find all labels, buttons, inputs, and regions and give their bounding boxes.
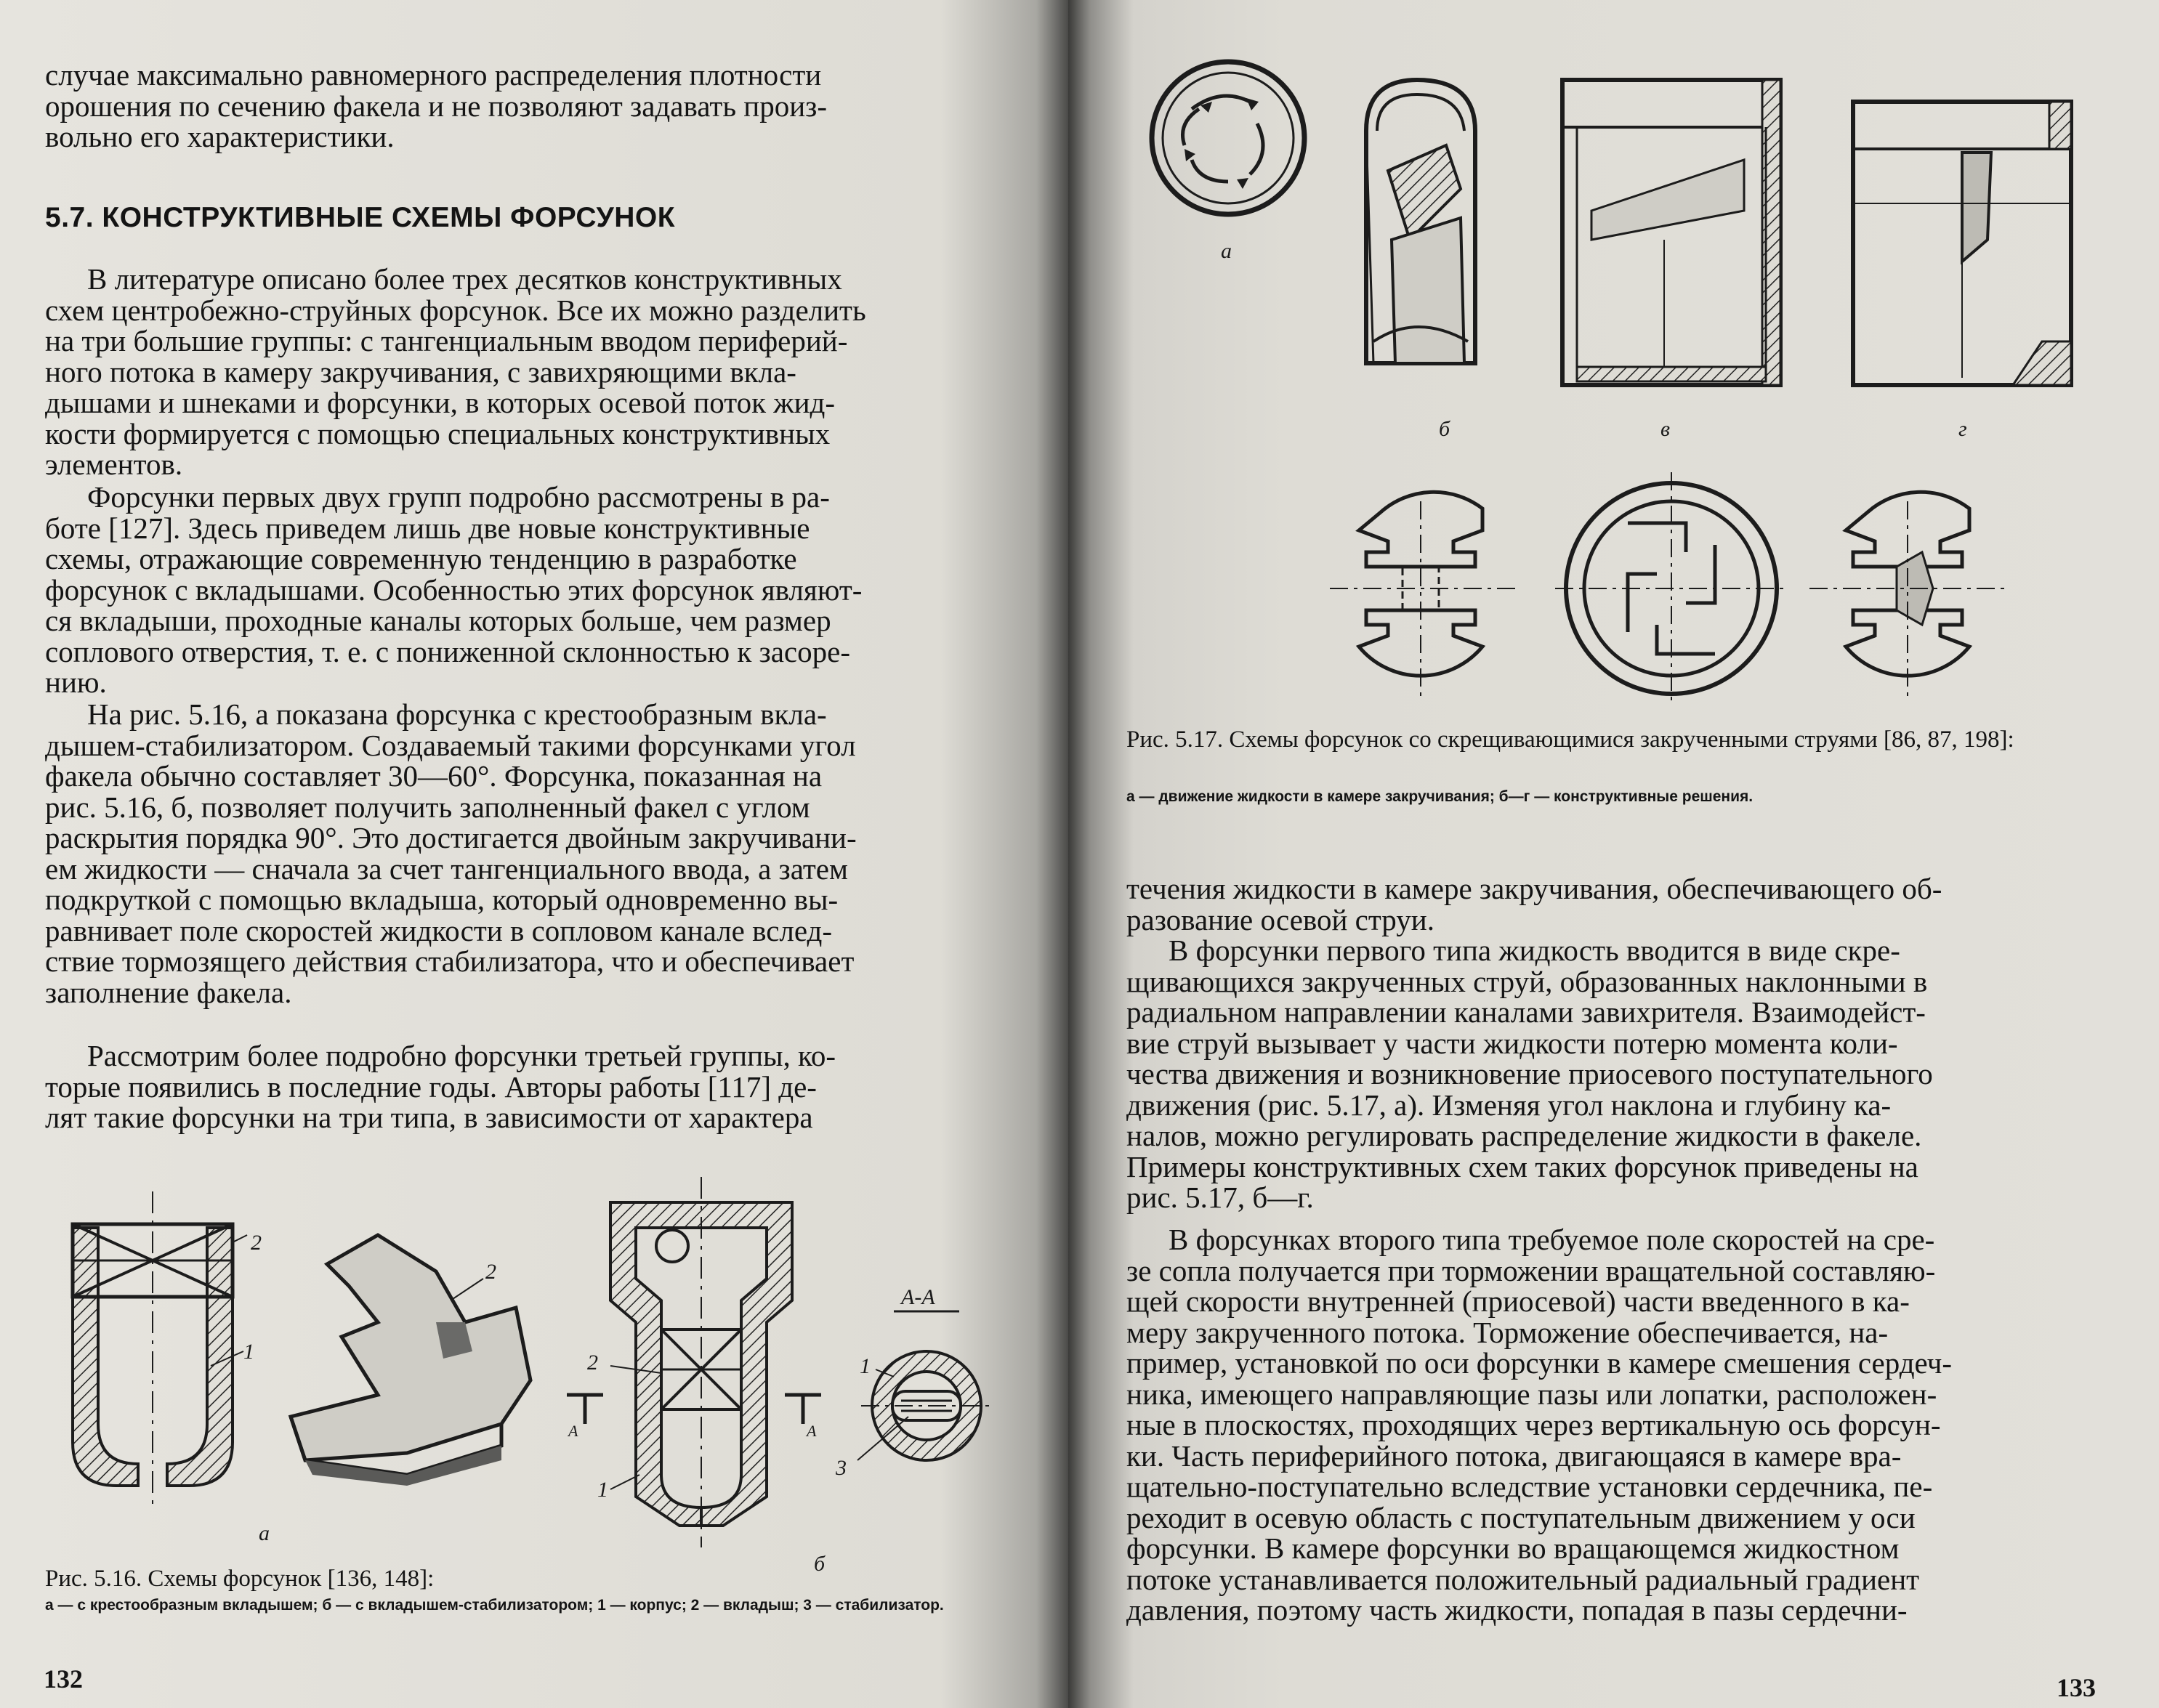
text-line: ем жидкости — сначала за счет тангенциального ввода, а затем (45, 851, 848, 886)
text-line: В форсунках второго типа требуемое поле скоростей на сре- (1169, 1223, 1935, 1256)
plan-view-v-drawing (1555, 472, 1788, 705)
label-2-insert: 2 (485, 1260, 496, 1284)
text-line: орошения по сечению факела и не позволяют задавать произ- (45, 89, 828, 123)
text-line: налов, можно регулировать распределение жидкости в факеле. (1126, 1119, 1922, 1152)
text-line: форсунки. В камере форсунки во вращающемся жидкостном (1126, 1531, 1900, 1565)
text-line: давления, поэтому часть жидкости, попадая в пазы сердечни- (1126, 1593, 1908, 1627)
label-1-section: 1 (860, 1354, 871, 1378)
figure-5-17-legend: а — движение жидкости в камере закручивания; б—г — конструктивные решения. (1126, 788, 1754, 805)
text-line: дышами и шнеками и форсунки, в которых осевой поток жид- (45, 386, 836, 419)
text-line: разование осевой струи. (1126, 902, 1434, 936)
text-line: факела обычно составляет 30—60°. Форсунка, показанная на (45, 759, 823, 793)
text-line: ся вкладыши, проходные каналы которых больше, чем размер (45, 604, 831, 637)
figure-5-16 (0, 0, 1068, 1708)
text-line: реходит в осевую область с поступательным движением у оси (1126, 1500, 1916, 1534)
paragraph-2-right (1126, 935, 2115, 1213)
section-view-drawing (857, 1311, 992, 1460)
label-1: 1 (243, 1340, 254, 1364)
text-line: схемы, отражающие современную тенденцию в разработке (45, 542, 797, 575)
label-1-b: 1 (597, 1478, 608, 1502)
text-line: чества движения и возникновение приосевого поступательного (1126, 1057, 1933, 1090)
text-line: лят такие форсунки на три типа, в зависимости от характера (45, 1101, 813, 1134)
text-line: щей скорости внутренней (приосевой) части введенного в ка- (1126, 1284, 1910, 1318)
nozzle-b-517-drawing (1366, 80, 1475, 363)
text-line: радиальном направлении каналами завихрителя. Взаимодейст- (1126, 995, 1926, 1029)
paragraph-1-right (1126, 873, 2115, 935)
figure-5-17-caption: Рис. 5.17. Схемы форсунок со скрещивающимися закрученными струями [86, 87, 198]: (1126, 726, 2014, 753)
text-line: В форсунки первого типа жидкость вводится в виде скре- (1169, 934, 1900, 967)
text-line: течения жидкости в камере закручивания, обеспечивающего об- (1126, 872, 1942, 905)
page-number-left: 132 (44, 1664, 83, 1693)
text-line: раскрытия порядка 90°. Это достигается двойным закручивани- (45, 821, 857, 854)
label-g: г (1958, 417, 1967, 441)
text-line: ствие тормозящего действия стабилизатора, что и обеспечивает (45, 944, 855, 978)
text-line: движения (рис. 5.17, а). Изменяя угол наклона и глубину ка- (1126, 1088, 1892, 1122)
text-line: соплового отверстия, т. е. с пониженной склонностью к засоре- (45, 634, 850, 668)
label-a-517: а (1221, 239, 1232, 263)
text-line: ные в плоскостях, проходящих через вертикальную ось форсун- (1126, 1408, 1941, 1441)
text-line: боте [127]. Здесь приведем лишь две новые конструктивные (45, 511, 810, 545)
text-line: меру закрученного потока. Торможение обеспечивается, на- (1126, 1315, 1889, 1349)
label-section-aa: А-А (901, 1285, 935, 1309)
figure-5-17 (1068, 0, 2159, 835)
text-line: нию. (45, 665, 107, 699)
text-line: ного потока в камеру закручивания, с завихряющими вкла- (45, 355, 796, 389)
text-line: дышем-стабилизатором. Создаваемый такими форсунками угол (45, 728, 856, 762)
nozzle-a-drawing (73, 1191, 247, 1511)
text-line: зе сопла получается при торможении вращательной составляю- (1126, 1253, 1936, 1287)
label-v: в (1660, 417, 1671, 441)
text-line: кости формируется с помощью специальных конструктивных (45, 416, 831, 450)
paragraph-3-right (1126, 1224, 2115, 1626)
text-line: щательно-поступательно вследствие установки сердечника, пе- (1126, 1470, 1933, 1503)
label-2: 2 (251, 1231, 262, 1255)
text-line: схем центробежно-струйных форсунок. Все их можно разделить (45, 293, 866, 327)
figure-5-16-caption: Рис. 5.16. Схемы форсунок [136, 148]: (45, 1566, 435, 1592)
text-line: потоке устанавливается положительный радиальный градиент (1126, 1562, 1920, 1596)
text-line: Примеры конструктивных схем таких форсунок приведены на (1126, 1149, 1918, 1183)
text-line: вольно его характеристики. (45, 120, 395, 153)
text-line: щивающихся закрученных струй, образованных наклонными в (1126, 964, 1928, 998)
swirl-chamber-drawing (1152, 62, 1304, 214)
text-line: подкруткой с помощью вкладыша, который одновременно вы- (45, 883, 839, 916)
nozzle-v-drawing (1562, 80, 1780, 385)
label-A-left: А (568, 1422, 578, 1440)
nozzle-g-drawing (1853, 102, 2071, 385)
left-page (0, 0, 1068, 1708)
text-line: торые появились в последние годы. Авторы работы [117] де- (45, 1069, 817, 1104)
plan-view-b-drawing (1330, 492, 1519, 697)
page-number-right: 133 (2057, 1673, 2096, 1702)
label-A-right: А (807, 1422, 817, 1440)
text-line: В литературе описано более трех десятков конструктивных (87, 262, 842, 296)
text-line: ки. Часть периферийного потока, двигающаяся в камере вра- (1126, 1438, 1902, 1473)
text-line: на три большие группы: с тангенциальным вводом периферий- (45, 324, 848, 357)
label-b-517: б (1439, 417, 1450, 441)
text-line: ника, имеющего направляющие пазы или лопатки, расположен- (1126, 1377, 1937, 1411)
text-line: элементов. (45, 448, 183, 481)
text-line: форсунок с вкладышами. Особенностью этих форсунок являют- (45, 572, 863, 607)
text-line: случае максимально равномерного распределения плотности (45, 58, 822, 92)
figure-5-16-legend: а — с крестообразным вкладышем; б — с вкладышем-стабилизатором; 1 — корпус; 2 — вкладыш; 3 — стабилизатор. (45, 1597, 944, 1614)
section-heading: 5.7. КОНСТРУКТИВНЫЕ СХЕМЫ ФОРСУНОК (45, 202, 676, 233)
text-line: заполнение факела. (45, 975, 292, 1009)
text-line: пример, установкой по оси форсунки в камере смешения сердеч- (1126, 1346, 1953, 1380)
text-line: Форсунки первых двух групп подробно рассмотрены в ра- (87, 480, 830, 514)
right-page (1068, 0, 2159, 1708)
label-2-b: 2 (587, 1351, 598, 1375)
text-line: рис. 5.17, б—г. (1126, 1181, 1314, 1214)
label-a: а (259, 1521, 270, 1545)
text-line: На рис. 5.16, а показана форсунка с крестообразным вкла- (87, 697, 827, 731)
label-3: 3 (836, 1456, 847, 1480)
text-line: вие струй вызывает у части жидкости потерю момента коли- (1126, 1026, 1898, 1060)
plan-view-g-drawing (1809, 492, 2006, 697)
text-line: рис. 5.16, б, позволяет получить заполненный факел с углом (45, 790, 810, 824)
text-line: равнивает поле скоростей жидкости в сопловом канале вслед- (45, 913, 833, 947)
text-line: Рассмотрим более подробно форсунки третьей группы, ко- (87, 1039, 836, 1072)
label-b: б (814, 1552, 826, 1576)
